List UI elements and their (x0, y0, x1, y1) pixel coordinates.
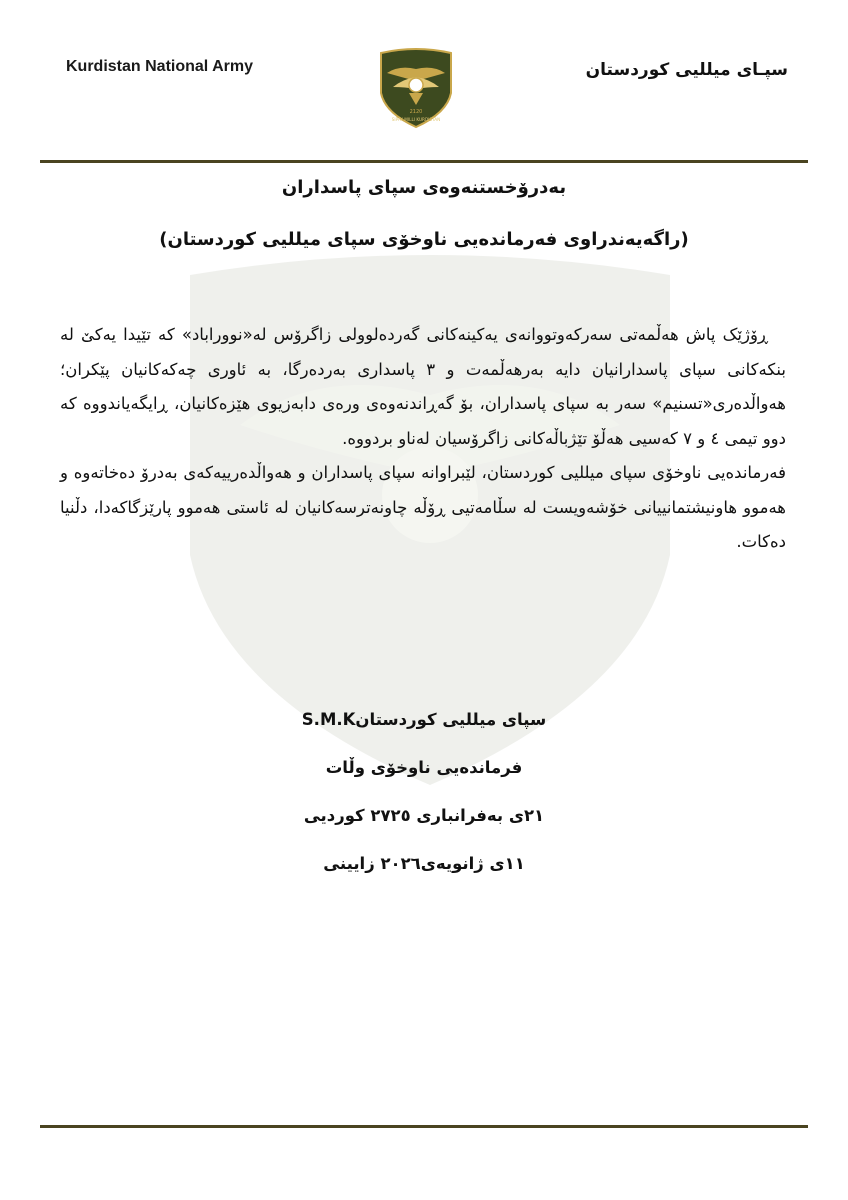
header-divider (40, 160, 808, 163)
header-org-english: Kurdistan National Army (66, 58, 253, 75)
footer-divider (40, 1125, 808, 1128)
document-body (60, 318, 786, 560)
signature-block (40, 700, 808, 892)
body-paragraph: ڕۆژێک پاش هەڵمەتی سەرکەوتووانەی یەکینەکانی گەردەلوولی زاگرۆس لە«نووراباد» کە تێیدا یەکێ لە بنکەکانی سپای پاسدارانیان دایە بەرهەڵمەت و ٣ پاسداری بەردەرگا، بە ئاوری چەکەکانیان پێکران؛ هەواڵدەری«تسنیم» سەر بە سپای پاسداران، بۆ گەڕاندنەوەی ورەی دابەزیوی هێزەکانیان، ڕایگەیاندووە کە دوو تیمی ٤ و ٧ کەسیی هەڵۆ تێژباڵەکانی زاگرۆسیان لەناو بردووە. (60, 325, 786, 448)
header-org-kurdish: سپـای میللیی کوردستان (585, 60, 788, 80)
signature-org: سپای میللیی کوردستانS.M.K (301, 710, 547, 729)
body-paragraph: فەرماندەیی ناوخۆی سپای میللیی کوردستان، لێبراوانە سپای پاسداران و هەواڵدەرییەکەی بەدرۆ دەخاتەوە و هەموو هاونیشتمانییانی خۆشەویست لە سڵامەتیی ڕۆڵە چاونەترسەکانیان لە ئاستی هەموو پارێزگاکەدا، دڵنیا دەکات. (60, 463, 786, 551)
document-subtitle: (راگەیەندراوی فەرماندەیی ناوخۆی سپای میللیی کوردستان) (159, 229, 689, 250)
svg-text:2120: 2120 (409, 109, 423, 115)
signature-date-gregorian: ١١ی ژانویەی٢٠٢٦ زایینی (323, 854, 525, 873)
svg-text:SIPAY MILLI KURDISTAN: SIPAY MILLI KURDISTAN (391, 117, 441, 122)
document-title: بەدرۆخستنەوەی سپای پاسداران (281, 177, 567, 198)
signature-command: فرماندەیی ناوخۆی وڵات (325, 758, 523, 777)
emblem-icon (375, 47, 457, 129)
signature-date-kurdish: ٢١ی بەفرانباری ٢٧٢٥ کوردیی (303, 806, 545, 825)
